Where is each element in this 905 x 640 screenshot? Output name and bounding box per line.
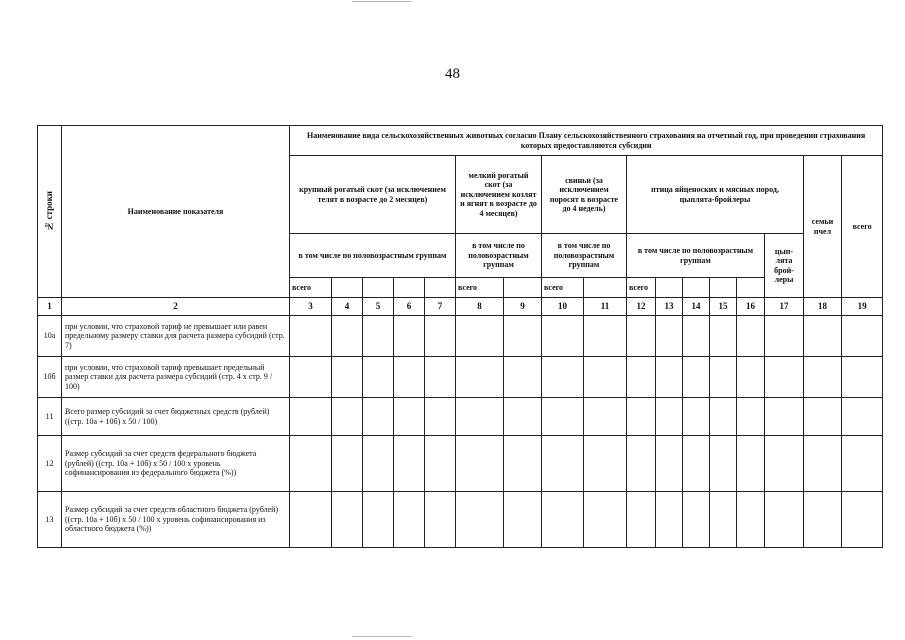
empty-value-cell — [683, 316, 710, 357]
row-number-header: № строки — [38, 126, 62, 298]
empty-value-cell — [584, 398, 627, 436]
empty-value-cell — [363, 436, 394, 492]
empty-value-cell — [804, 316, 842, 357]
empty-value-cell — [842, 357, 883, 398]
empty-value-cell — [504, 398, 542, 436]
column-number: 7 — [425, 298, 456, 316]
column-numbers-row — [38, 298, 883, 316]
empty-value-cell — [332, 398, 363, 436]
animal-type-group-header: Наименование вида сельскохозяйственных животных согласно Плану сельскохозяйственного страхования на отчетный год, при проведении страхования которых предоставляются субсидии — [290, 126, 883, 156]
empty-value-cell — [394, 436, 425, 492]
table-row — [38, 357, 883, 398]
empty-value-cell — [627, 357, 656, 398]
column-number: 17 — [765, 298, 804, 316]
empty-value-cell — [425, 436, 456, 492]
empty-value-cell — [290, 492, 332, 548]
row-number: 10б — [38, 357, 62, 398]
empty-value-cell — [584, 316, 627, 357]
table-row — [38, 398, 883, 436]
column-number: 16 — [737, 298, 765, 316]
empty-value-cell — [710, 357, 737, 398]
empty-value-cell — [683, 357, 710, 398]
subsidy-table — [37, 125, 883, 548]
header-empty-cell — [425, 278, 456, 298]
empty-value-cell — [842, 436, 883, 492]
header-empty-cell — [737, 278, 765, 298]
total-header: всего — [842, 156, 883, 298]
empty-value-cell — [394, 398, 425, 436]
empty-value-cell — [737, 357, 765, 398]
empty-value-cell — [504, 492, 542, 548]
empty-value-cell — [542, 357, 584, 398]
column-number: 10 — [542, 298, 584, 316]
empty-value-cell — [504, 316, 542, 357]
empty-value-cell — [394, 357, 425, 398]
empty-value-cell — [425, 492, 456, 548]
empty-value-cell — [332, 492, 363, 548]
empty-value-cell — [737, 436, 765, 492]
row-label: Размер субсидий за счет средств федерального бюджета (рублей) ((стр. 10а + 10б) x 50 / 100 x уровень софинансирования из федерального бюджета (%)) — [62, 436, 290, 492]
column-number: 4 — [332, 298, 363, 316]
column-number: 1 — [38, 298, 62, 316]
row-number: 11 — [38, 398, 62, 436]
empty-value-cell — [456, 492, 504, 548]
empty-value-cell — [683, 492, 710, 548]
empty-value-cell — [804, 492, 842, 548]
empty-value-cell — [332, 436, 363, 492]
empty-value-cell — [710, 436, 737, 492]
pigs-header: свиньи (за исключением поросят в возрасте до 4 недель) — [542, 156, 627, 234]
column-number: 13 — [656, 298, 683, 316]
scan-mark — [352, 1, 412, 2]
empty-value-cell — [363, 492, 394, 548]
header-empty-cell — [363, 278, 394, 298]
empty-value-cell — [765, 316, 804, 357]
row-number: 13 — [38, 492, 62, 548]
header-empty-cell — [683, 278, 710, 298]
empty-value-cell — [656, 492, 683, 548]
empty-value-cell — [710, 398, 737, 436]
column-number: 3 — [290, 298, 332, 316]
empty-value-cell — [504, 436, 542, 492]
row-number: 12 — [38, 436, 62, 492]
column-number: 9 — [504, 298, 542, 316]
empty-value-cell — [710, 316, 737, 357]
empty-value-cell — [656, 357, 683, 398]
empty-value-cell — [765, 436, 804, 492]
column-number: 8 — [456, 298, 504, 316]
empty-value-cell — [394, 492, 425, 548]
column-number: 2 — [62, 298, 290, 316]
pigs-by-age-header: в том числе по половозрастным группам — [542, 234, 627, 278]
empty-value-cell — [425, 316, 456, 357]
header-empty-cell — [504, 278, 542, 298]
header-empty-cell — [710, 278, 737, 298]
cattle-total-cell: всего — [290, 278, 332, 298]
empty-value-cell — [804, 357, 842, 398]
poultry-total-cell: всего — [627, 278, 656, 298]
empty-value-cell — [456, 398, 504, 436]
cattle-by-age-header: в том числе по половозрастным группам — [290, 234, 456, 278]
pigs-total-cell: всего — [542, 278, 584, 298]
column-number: 19 — [842, 298, 883, 316]
small-cattle-total-cell: всего — [456, 278, 504, 298]
empty-value-cell — [394, 316, 425, 357]
broilers-header: цып-лята брой-леры — [765, 234, 804, 298]
scan-mark — [352, 636, 412, 637]
empty-value-cell — [363, 316, 394, 357]
empty-value-cell — [425, 398, 456, 436]
empty-value-cell — [656, 316, 683, 357]
table-row — [38, 316, 883, 357]
empty-value-cell — [290, 398, 332, 436]
empty-value-cell — [584, 436, 627, 492]
empty-value-cell — [542, 436, 584, 492]
small-cattle-header: мелкий рогатый скот (за исключением козлят и ягнят в возрасте до 4 месяцев) — [456, 156, 542, 234]
empty-value-cell — [842, 316, 883, 357]
column-number: 12 — [627, 298, 656, 316]
row-label: Размер субсидий за счет средств областного бюджета (рублей) ((стр. 10а + 10б) x 50 / 100 x уровень софинансирования из областного бюджета (%)) — [62, 492, 290, 548]
page-number: 48 — [445, 66, 460, 82]
empty-value-cell — [627, 398, 656, 436]
empty-value-cell — [584, 492, 627, 548]
empty-value-cell — [627, 316, 656, 357]
empty-value-cell — [363, 357, 394, 398]
empty-value-cell — [627, 492, 656, 548]
header-empty-cell — [656, 278, 683, 298]
empty-value-cell — [456, 316, 504, 357]
empty-value-cell — [683, 398, 710, 436]
empty-value-cell — [765, 357, 804, 398]
row-label: Всего размер субсидий за счет бюджетных средств (рублей) ((стр. 10а + 10б) x 50 / 100) — [62, 398, 290, 436]
empty-value-cell — [842, 398, 883, 436]
header-empty-cell — [394, 278, 425, 298]
header-empty-cell — [584, 278, 627, 298]
empty-value-cell — [656, 436, 683, 492]
empty-value-cell — [290, 316, 332, 357]
empty-value-cell — [584, 357, 627, 398]
empty-value-cell — [542, 398, 584, 436]
empty-value-cell — [710, 492, 737, 548]
table-row — [38, 436, 883, 492]
column-number: 18 — [804, 298, 842, 316]
empty-value-cell — [504, 357, 542, 398]
empty-value-cell — [332, 357, 363, 398]
empty-value-cell — [765, 398, 804, 436]
empty-value-cell — [456, 436, 504, 492]
empty-value-cell — [737, 316, 765, 357]
empty-value-cell — [425, 357, 456, 398]
table-row — [38, 492, 883, 548]
small-cattle-by-age-header: в том числе по половозрастным группам — [456, 234, 542, 278]
empty-value-cell — [290, 357, 332, 398]
empty-value-cell — [627, 436, 656, 492]
row-label: при условии, что страховой тариф превышает предельный размер ставки для расчета размера субсидий (стр. 4 x стр. 9 / 100) — [62, 357, 290, 398]
empty-value-cell — [765, 492, 804, 548]
empty-value-cell — [737, 492, 765, 548]
empty-value-cell — [737, 398, 765, 436]
bees-header: семьи пчел — [804, 156, 842, 298]
poultry-by-age-header: в том числе по половозрастным группам — [627, 234, 765, 278]
empty-value-cell — [842, 492, 883, 548]
empty-value-cell — [456, 357, 504, 398]
column-number: 14 — [683, 298, 710, 316]
empty-value-cell — [363, 398, 394, 436]
empty-value-cell — [332, 316, 363, 357]
indicator-name-header: Наименование показателя — [62, 126, 290, 298]
row-label: при условии, что страховой тариф не превышает или равен предельному размеру ставки для расчета размера субсидий (стр. 7) — [62, 316, 290, 357]
poultry-header: птица яйценоских и мясных пород, цыплята-бройлеры — [627, 156, 804, 234]
column-number: 15 — [710, 298, 737, 316]
empty-value-cell — [542, 316, 584, 357]
empty-value-cell — [804, 398, 842, 436]
column-number: 11 — [584, 298, 627, 316]
header-empty-cell — [332, 278, 363, 298]
column-number: 6 — [394, 298, 425, 316]
empty-value-cell — [290, 436, 332, 492]
empty-value-cell — [542, 492, 584, 548]
column-number: 5 — [363, 298, 394, 316]
cattle-header: крупный рогатый скот (за исключением телят в возрасте до 2 месяцев) — [290, 156, 456, 234]
empty-value-cell — [656, 398, 683, 436]
row-number: 10а — [38, 316, 62, 357]
empty-value-cell — [804, 436, 842, 492]
empty-value-cell — [683, 436, 710, 492]
